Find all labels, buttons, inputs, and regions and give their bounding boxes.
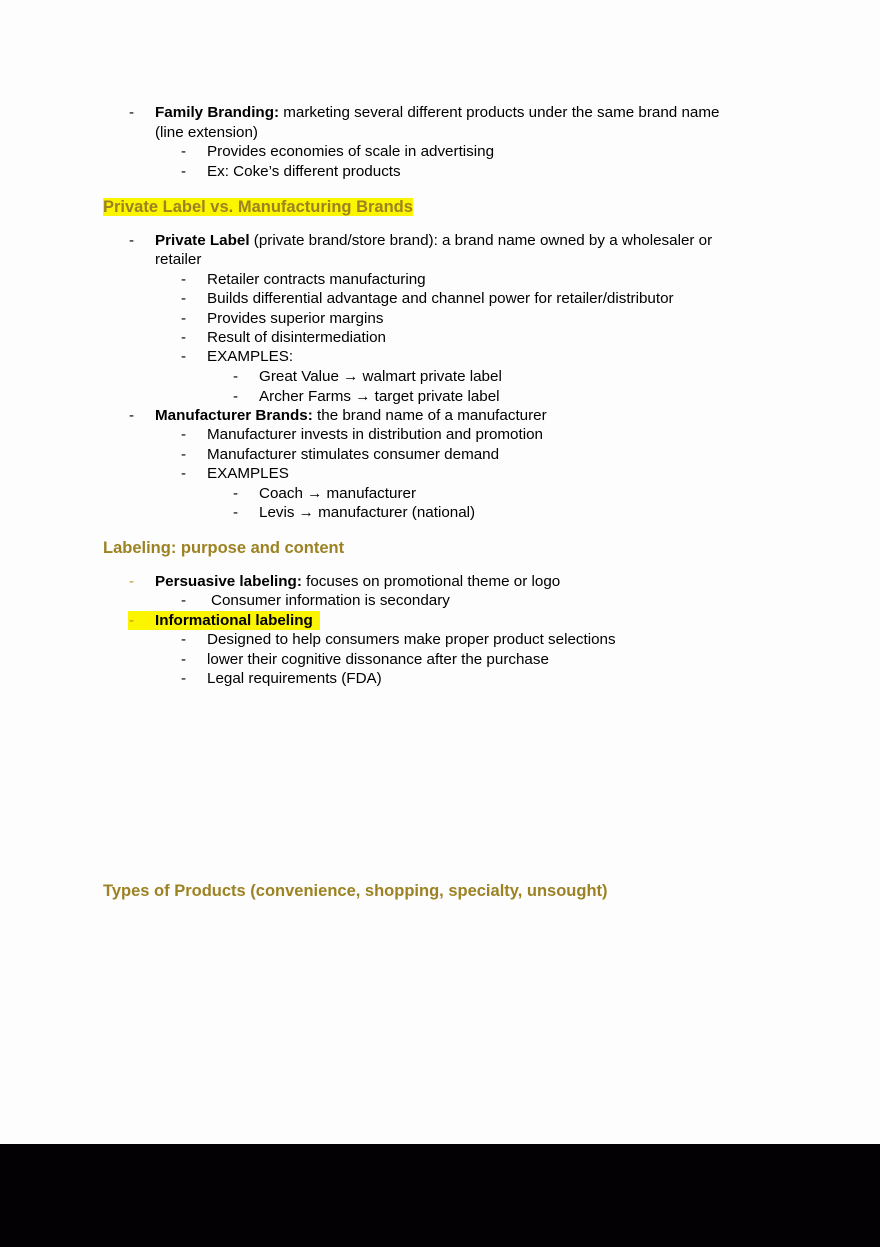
persuasive-labeling-item <box>155 572 560 591</box>
definition: focuses on promotional theme or logo <box>301 573 561 590</box>
list-item: Provides superior margins <box>207 310 384 327</box>
term: Manufacturer Brands: <box>155 407 313 424</box>
section-heading-private-vs-manufacturing <box>103 196 413 218</box>
term: Family Branding: <box>155 104 280 121</box>
bullet-dash: - <box>181 163 187 180</box>
bullet-dash: - <box>129 612 135 629</box>
bullet-dash: - <box>129 104 135 121</box>
bullet-dash: - <box>233 485 239 502</box>
definition: the brand name of a manufacturer <box>312 407 547 424</box>
bullet-dash: - <box>181 465 187 482</box>
term: Private Label <box>155 232 250 249</box>
list-item: EXAMPLES: <box>207 348 294 365</box>
bottom-black-band <box>0 1144 880 1247</box>
bullet-dash: - <box>181 329 187 346</box>
section-heading-types-of-products: Types of Products (convenience, shopping, specialty, unsought) <box>103 882 608 900</box>
bullet-dash: - <box>181 631 187 648</box>
bullet-dash: - <box>181 143 187 160</box>
definition-continued: (line extension) <box>155 124 258 141</box>
bullet-dash: - <box>129 232 135 249</box>
bullet-dash: - <box>129 573 135 590</box>
list-item: Manufacturer invests in distribution and promotion <box>207 426 543 443</box>
list-item: Manufacturer stimulates consumer demand <box>207 446 500 463</box>
informational-labeling-item <box>155 611 313 630</box>
bullet-dash: - <box>129 407 135 424</box>
bullet-dash: - <box>181 426 187 443</box>
bullet-dash: - <box>181 290 187 307</box>
bullet-dash: - <box>181 348 187 365</box>
term: Persuasive labeling: <box>155 573 302 590</box>
bullet-dash: - <box>181 592 187 609</box>
bullet-dash: - <box>233 388 239 405</box>
bullet-dash: - <box>181 271 187 288</box>
private-label-item <box>155 231 712 250</box>
family-branding-item <box>155 103 719 122</box>
list-item: lower their cognitive dissonance after the purchase <box>207 651 549 668</box>
definition: marketing several different products under the same brand name <box>279 104 720 121</box>
manufacturer-brands-item <box>155 406 547 425</box>
list-item: Builds differential advantage and channel power for retailer/distributor <box>207 290 674 307</box>
example-item: Coach → manufacturer <box>259 485 417 502</box>
bullet-dash: - <box>233 504 239 521</box>
bullet-dash: - <box>233 368 239 385</box>
bullet-dash: - <box>181 446 187 463</box>
bullet-dash: - <box>181 670 187 687</box>
example-item: Great Value → walmart private label <box>259 368 502 385</box>
definition: (private brand/store brand): a brand name owned by a wholesaler or <box>249 232 713 249</box>
list-item: Retailer contracts manufacturing <box>207 271 426 288</box>
list-item: Provides economies of scale in advertising <box>207 143 495 160</box>
term: Informational labeling <box>155 612 313 629</box>
highlighted-heading: Private Label vs. Manufacturing Brands <box>103 198 413 216</box>
section-heading-labeling: Labeling: purpose and content <box>103 539 345 557</box>
example-item: Archer Farms → target private label <box>259 388 500 405</box>
list-item: Ex: Coke’s different products <box>207 163 401 180</box>
definition-continued: retailer <box>155 251 202 268</box>
list-item: EXAMPLES <box>207 465 289 482</box>
bullet-dash: - <box>181 310 187 327</box>
list-item: Result of disintermediation <box>207 329 386 346</box>
list-item: Designed to help consumers make proper product selections <box>207 631 616 648</box>
example-item: Levis → manufacturer (national) <box>259 504 476 521</box>
list-item: Consumer information is secondary <box>211 592 450 609</box>
list-item: Legal requirements (FDA) <box>207 670 382 687</box>
bullet-dash: - <box>181 651 187 668</box>
